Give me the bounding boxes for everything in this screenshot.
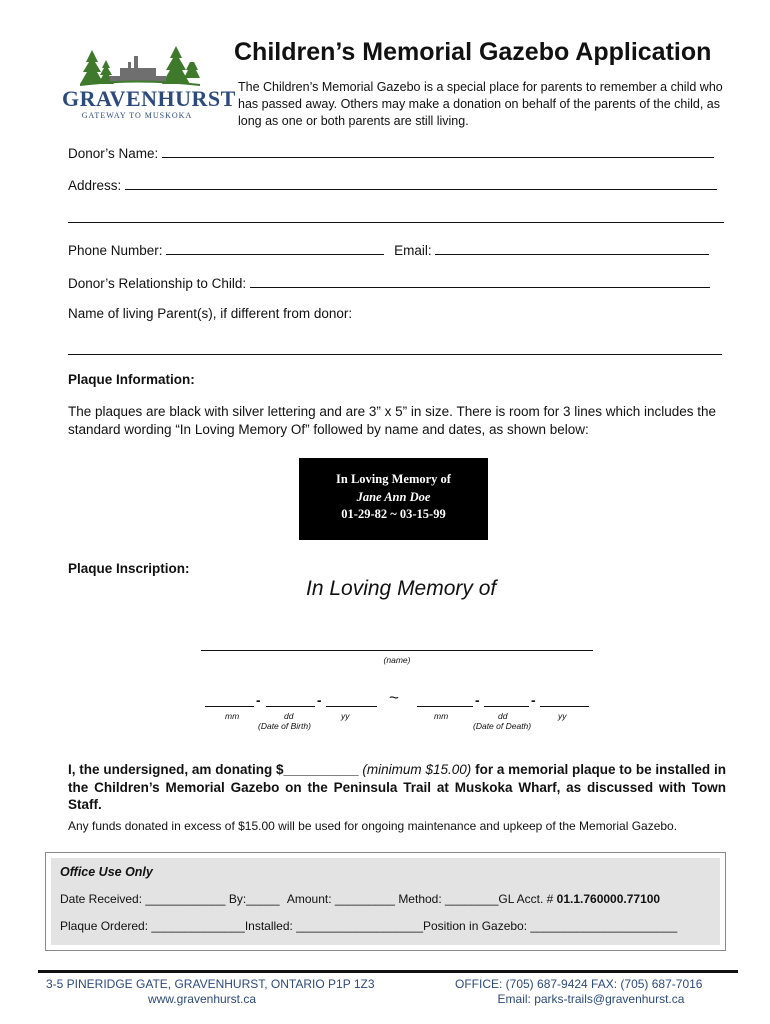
footer-phones: OFFICE: (705) 687-9424 FAX: (705) 687-7016 <box>455 977 703 991</box>
death-day-field[interactable] <box>484 706 529 707</box>
office-row-2 <box>60 919 677 933</box>
donation-statement <box>68 761 726 814</box>
sample-plaque-dates: 01-29-82 ~ 03-15-99 <box>341 507 446 521</box>
gl-account-label: GL Acct. # <box>498 892 554 906</box>
birth-mm-caption: mm <box>225 711 240 721</box>
date-received-field[interactable]: Date Received: ____________ <box>60 892 226 906</box>
address-field-line2[interactable] <box>68 222 724 223</box>
death-mm-caption: mm <box>434 711 449 721</box>
donor-name-label: Donor’s Name: <box>68 146 159 161</box>
donation-minimum: (minimum $15.00) <box>362 762 472 777</box>
plaque-info-heading: Plaque Information: <box>68 372 195 387</box>
plaque-info-text: The plaques are black with silver lettering and are 3” x 5” in size. There is room for 3 lines which includes the standard wording “In Loving Memory Of” followed by name and dates, as shown below: <box>68 404 717 437</box>
amount-field[interactable]: Amount: _________ <box>286 892 395 906</box>
inscription-heading: Plaque Inscription: <box>68 561 190 576</box>
by-field[interactable]: By:_____ <box>228 892 280 906</box>
birth-yy-caption: yy <box>341 711 350 721</box>
dash: - <box>531 693 536 708</box>
address-field-line1[interactable] <box>125 176 717 190</box>
donor-name-row <box>68 144 714 161</box>
inscription-name-field[interactable] <box>201 650 593 651</box>
dash: - <box>475 693 480 708</box>
excess-funds-note: Any funds donated in excess of $15.00 will be used for ongoing maintenance and upkeep of the Memorial Gazebo. <box>68 819 678 833</box>
birth-month-field[interactable] <box>205 706 254 707</box>
office-use-title: Office Use Only <box>60 865 153 879</box>
relationship-row <box>68 274 710 291</box>
method-field[interactable]: Method: ________ <box>398 892 499 906</box>
office-use-panel <box>51 858 720 945</box>
living-parent-field[interactable] <box>68 354 722 355</box>
footer-divider <box>38 970 738 973</box>
email-field[interactable] <box>435 241 709 255</box>
date-separator-tilde: ~ <box>389 688 399 707</box>
email-label: Email: <box>394 243 432 258</box>
relationship-label: Donor’s Relationship to Child: <box>68 276 247 291</box>
sample-plaque <box>299 458 488 540</box>
name-caption: (name) <box>383 655 411 665</box>
relationship-field[interactable] <box>250 274 710 288</box>
donation-part1: I, the undersigned, am donating $ <box>68 762 284 777</box>
living-parent-label: Name of living Parent(s), if different from donor: <box>68 306 353 321</box>
donor-name-field[interactable] <box>162 144 714 158</box>
sample-plaque-name: Jane Ann Doe <box>356 489 431 504</box>
birth-day-field[interactable] <box>266 706 315 707</box>
inscription-memory-text: In Loving Memory of <box>306 577 497 600</box>
dash: - <box>317 693 322 708</box>
donation-amount-field[interactable]: __________ <box>283 762 359 777</box>
plaque-ordered-field[interactable]: Plaque Ordered: ______________ <box>60 919 245 933</box>
death-dd-caption: dd <box>498 711 508 721</box>
death-yy-caption: yy <box>558 711 567 721</box>
phone-email-row <box>68 241 709 258</box>
dash: - <box>256 693 261 708</box>
position-field[interactable]: Position in Gazebo: ______________________ <box>423 919 678 933</box>
phone-field[interactable] <box>166 241 384 255</box>
death-month-field[interactable] <box>417 706 473 707</box>
page-title: Children’s Memorial Gazebo Application <box>234 38 712 66</box>
birth-year-field[interactable] <box>326 706 377 707</box>
office-row-1 <box>60 892 660 906</box>
intro-text: The Children’s Memorial Gazebo is a special place for parents to remember a child who has passed away. Others may make a donation on behalf of the parents of the child, as long as one or both parents are still living. <box>238 80 723 128</box>
phone-label: Phone Number: <box>68 243 163 258</box>
footer-address: 3-5 PINERIDGE GATE, GRAVENHURST, ONTARIO P1P 1Z3 <box>46 977 375 991</box>
gl-account-value: 01.1.760000.77100 <box>556 892 661 906</box>
birth-caption: (Date of Birth) <box>258 721 311 731</box>
birth-dd-caption: dd <box>284 711 294 721</box>
footer-website[interactable]: www.gravenhurst.ca <box>147 992 257 1006</box>
installed-field[interactable]: Installed: ___________________ <box>244 919 423 933</box>
address-label: Address: <box>68 178 122 193</box>
death-year-field[interactable] <box>540 706 589 707</box>
address-row <box>68 176 717 193</box>
footer-email[interactable]: Email: parks-trails@gravenhurst.ca <box>497 992 685 1006</box>
sample-plaque-line1: In Loving Memory of <box>336 472 451 486</box>
death-caption: (Date of Death) <box>473 721 532 731</box>
donation-part2: for a memorial plaque to be installed in the Children’s Memorial Gazebo on the Peninsula Trail at Muskoka Wharf, as discussed with Town Staff. <box>68 762 726 812</box>
logo-tagline: GATEWAY TO MUSKOKA <box>81 111 193 120</box>
logo-wordmark: GRAVENHURST <box>62 86 236 111</box>
office-use-box <box>45 852 726 951</box>
